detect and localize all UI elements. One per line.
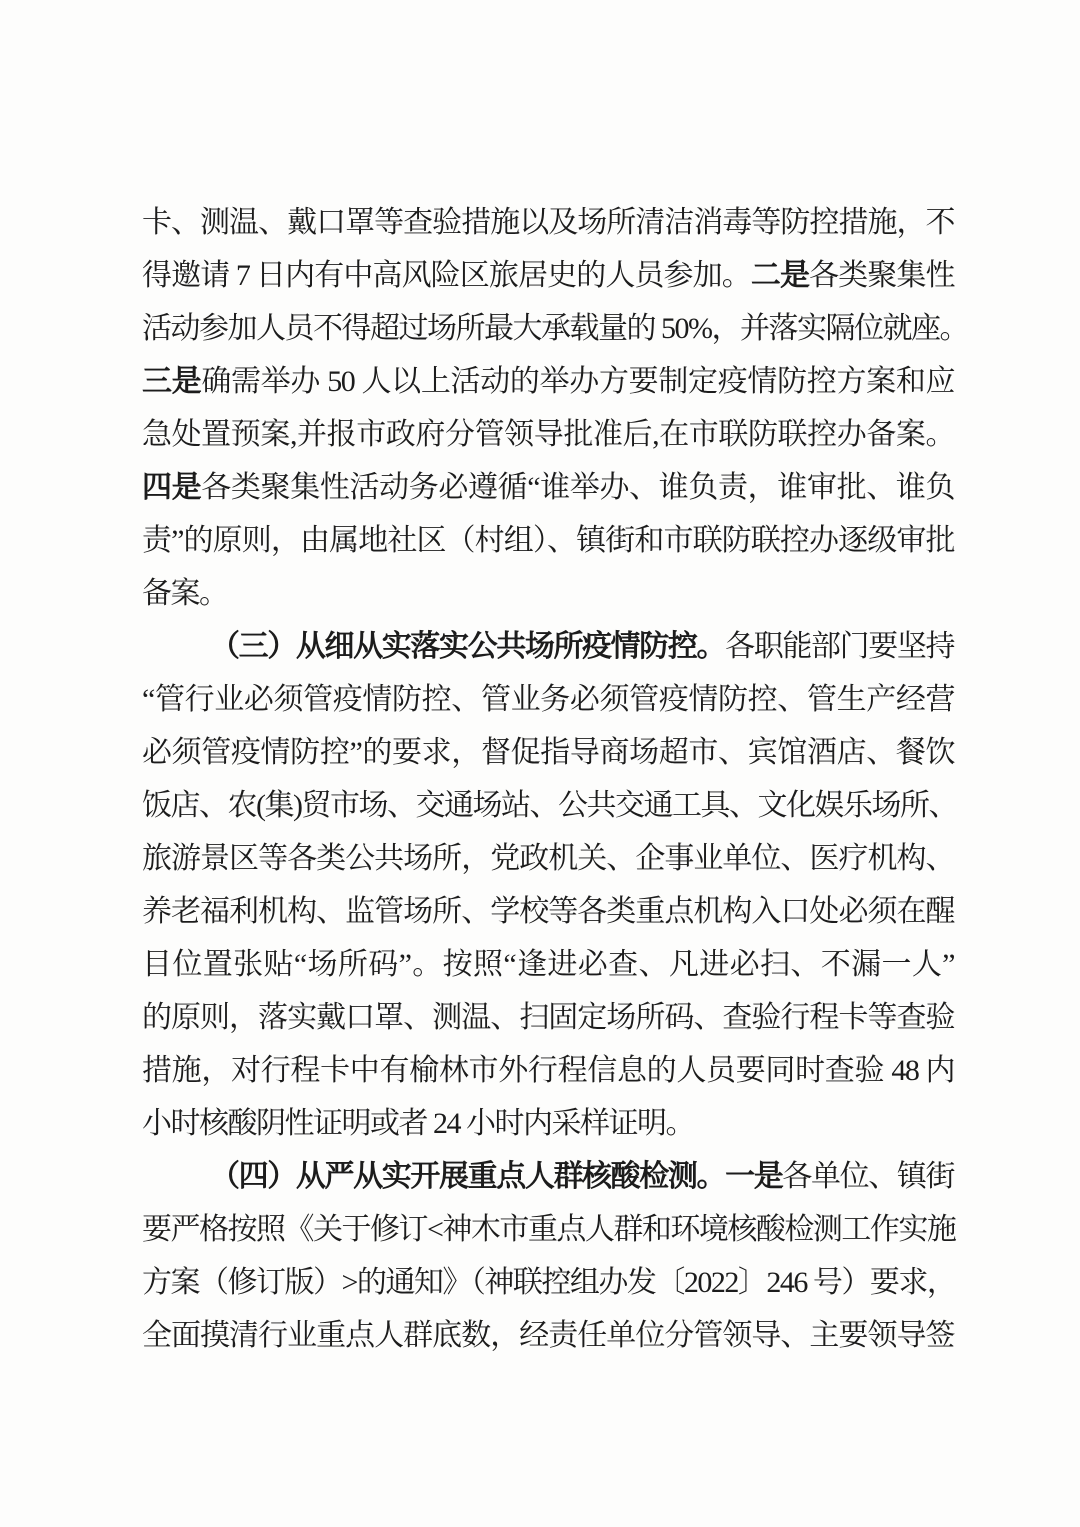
text-line [142, 1203, 954, 1256]
text-segment: 旅游景区等各类公共场所，党政机关、企事业单位、医疗机构、 [142, 842, 954, 875]
text-line [142, 938, 954, 991]
text-segment-bold: 二是 [750, 259, 810, 292]
document-text-block [142, 196, 968, 1362]
text-segment: 备案。 [142, 577, 228, 610]
text-segment: 卡、测温、戴口罩等查验措施以及场所清洁消毒等防控措施，不 [142, 206, 954, 239]
text-segment: 全面摸清行业重点人群底数，经责任单位分管领导、主要领导签 [142, 1319, 954, 1352]
text-segment: 的原则，落实戴口罩、测温、扫固定场所码、查验行程卡等查验 [142, 1001, 954, 1034]
text-segment: 措施，对行程卡中有榆林市外行程信息的人员要同时查验 48 内 [142, 1054, 954, 1087]
text-segment: 各类聚集性活动务必遵循“谁举办、谁负责，谁审批、谁负 [201, 471, 954, 504]
text-segment: 要严格按照《关于修订<神木市重点人群和环境核酸检测工作实施 [142, 1213, 956, 1246]
text-segment: 必须管疫情防控”的要求，督促指导商场超市、宾馆酒店、餐饮 [142, 736, 954, 769]
text-segment: 小时核酸阴性证明或者 24 小时内采样证明。 [142, 1107, 694, 1140]
text-line [142, 726, 954, 779]
text-line [142, 673, 954, 726]
text-segment: 方案（修订版）>的通知》（神联控组办发〔2022〕246 号）要求， [142, 1266, 956, 1299]
text-line [142, 779, 957, 832]
text-line [142, 249, 954, 302]
text-line [142, 408, 954, 461]
text-segment: 各职能部门要坚持 [725, 630, 955, 663]
section-heading-line [142, 1150, 954, 1203]
text-segment: 各单位、镇街 [782, 1160, 955, 1193]
section-heading-line [142, 620, 954, 673]
text-line [142, 991, 954, 1044]
text-line [142, 514, 954, 567]
section-heading: （四）从严从实开展重点人群核酸检测。一是 [210, 1160, 783, 1193]
text-segment: 各类聚集性 [809, 259, 955, 292]
text-line [142, 832, 954, 885]
text-segment: 养老福利机构、监管场所、学校等各类重点机构入口处必须在醒 [142, 895, 954, 928]
text-line [142, 1309, 954, 1362]
text-line [142, 1044, 954, 1097]
text-segment: 活动参加人员不得超过场所最大承载量的 50%，并落实隔位就座。 [142, 312, 968, 345]
text-segment: “管行业必须管疫情防控、管业务必须管疫情防控、管生产经营 [142, 683, 954, 716]
text-segment: 确需举办 50 人以上活动的举办方要制定疫情防控方案和应 [201, 365, 955, 398]
text-segment: 饭店、农(集)贸市场、交通场站、公共交通工具、文化娱乐场所、 [142, 789, 957, 822]
text-segment-bold: 三是 [142, 365, 202, 398]
text-line [142, 302, 968, 355]
text-line [142, 196, 954, 249]
text-segment: 急处置预案,并报市政府分管领导批准后,在市联防联控办备案。 [142, 418, 954, 451]
text-segment: 目位置张贴“场所码”。按照“逢进必查、凡进必扫、不漏一人” [142, 948, 954, 981]
text-segment: 责”的原则，由属地社区（村组）、镇街和市联防联控办逐级审批 [142, 524, 954, 557]
text-line [142, 567, 954, 620]
text-line [142, 461, 954, 514]
text-line [142, 1256, 954, 1309]
text-segment: 得邀请 7 日内有中高风险区旅居史的人员参加。 [142, 259, 751, 292]
text-line [142, 1097, 954, 1150]
section-heading: （三）从细从实落实公共场所疫情防控。 [210, 630, 726, 663]
text-line [142, 355, 954, 408]
text-segment-bold: 四是 [142, 471, 202, 504]
text-line [142, 885, 954, 938]
